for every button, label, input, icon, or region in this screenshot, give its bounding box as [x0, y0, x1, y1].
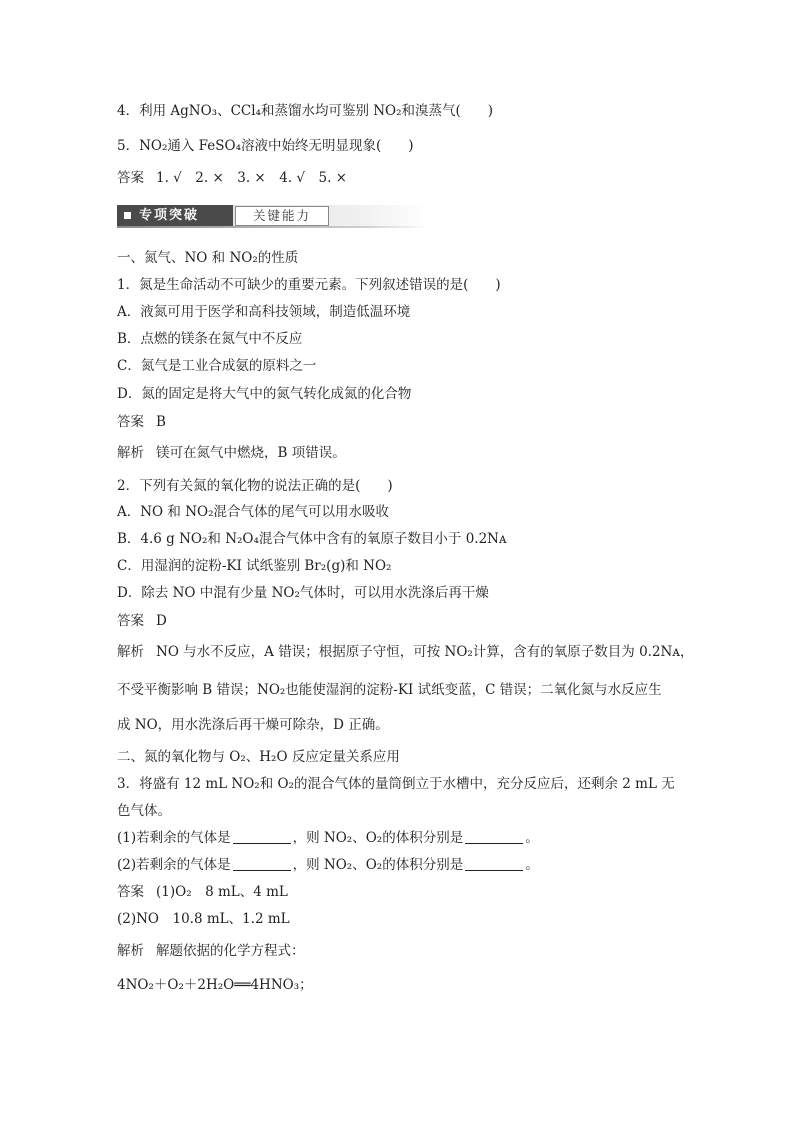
analysis-label: 解析 — [117, 644, 144, 660]
square-bullet-icon — [124, 212, 131, 219]
question-2-option-c: C．用湿润的淀粉-KI 试纸鉴别 Br₂(g)和 NO₂ — [117, 558, 392, 574]
analysis-text: NO 与水不反应，A 错误；根据原子守恒，可按 NO₂计算，含有的氧原子数目为 0.2Nᴀ， — [156, 644, 694, 660]
question-2-option-d: D．除去 NO 中混有少量 NO₂气体时，可以用水洗涤后再干燥 — [117, 585, 489, 601]
analysis-text: 解题依据的化学方程式： — [156, 943, 305, 959]
sub-question-text: ，则 NO₂、O₂的体积分别是 — [292, 857, 464, 873]
sub-question-text: 。 — [525, 830, 539, 846]
question-3-answer-line-1 — [117, 883, 288, 901]
question-5: 5．NO₂通入 FeSO₄溶液中始终无明显现象( ) — [117, 138, 414, 154]
question-2-option-a: A．NO 和 NO₂混合气体的尾气可以用水吸收 — [117, 504, 390, 520]
sub-question-text: ，则 NO₂、O₂的体积分别是 — [292, 830, 464, 846]
sub-question-text: (1)若剩余的气体是 — [117, 830, 231, 846]
question-1-option-d: D．氮的固定是将大气中的氮气转化成氮的化合物 — [117, 386, 412, 402]
sub-question-text: (2)若剩余的气体是 — [117, 857, 231, 873]
answer-label: 答案 — [117, 170, 144, 186]
answer-value: D — [156, 613, 167, 629]
banner-underline — [117, 226, 430, 228]
chemical-equation: 4NO₂＋O₂＋2H₂O══4HNO₃； — [117, 977, 313, 993]
question-1-option-b: B．点燃的镁条在氮气中不反应 — [117, 331, 303, 347]
question-1-answer — [117, 413, 166, 431]
question-4: 4．利用 AgNO₃、CCl₄和蒸馏水均可鉴别 NO₂和溴蒸气( ) — [117, 103, 494, 119]
question-3-sub-2 — [117, 856, 539, 874]
sub-question-text: 。 — [525, 857, 539, 873]
answer-blank — [465, 831, 523, 844]
analysis-label: 解析 — [117, 445, 144, 461]
section-1-heading: 一、氮气、NO 和 NO₂的性质 — [117, 250, 299, 266]
banner-title: 专项突破 — [139, 208, 200, 223]
banner-title-block — [117, 205, 233, 226]
question-3-analysis — [117, 942, 305, 960]
section-banner — [117, 205, 430, 229]
question-3-sub-1 — [117, 829, 539, 847]
question-3-stem-line-1: 3．将盛有 12 mL NO₂和 O₂的混合气体的量筒倒立于水槽中，充分反应后，还剩余 2 mL 无 — [117, 776, 675, 792]
answer-value: (1)O₂ 8 mL、4 mL — [156, 884, 288, 900]
analysis-text: 镁可在氮气中燃烧，B 项错误。 — [156, 445, 346, 461]
question-2-option-b: B．4.6 g NO₂和 N₂O₄混合气体中含有的氧原子数目小于 0.2Nᴀ — [117, 531, 507, 547]
question-1-analysis — [117, 444, 346, 462]
question-1-stem: 1．氮是生命活动不可缺少的重要元素。下列叙述错误的是( ) — [117, 277, 501, 293]
answer-text: 1. √ 2. × 3. × 4. √ 5. × — [156, 170, 347, 186]
answer-label: 答案 — [117, 414, 144, 430]
question-1-option-a: A．液氮可用于医学和高科技领域，制造低温环境 — [117, 304, 411, 320]
section-2-heading: 二、氮的氧化物与 O₂、H₂O 反应定量关系应用 — [117, 749, 400, 765]
question-2-stem: 2．下列有关氮的氧化物的说法正确的是( ) — [117, 478, 393, 494]
answer-blank — [465, 858, 523, 871]
answer-blank — [233, 831, 291, 844]
question-3-stem-line-2: 色气体。 — [117, 803, 171, 819]
question-2-analysis-line-1 — [117, 643, 694, 661]
banner-tab: 关键能力 — [235, 206, 329, 226]
question-3-answer-line-2: (2)NO 10.8 mL、1.2 mL — [117, 911, 290, 927]
question-2-analysis-line-2: 不受平衡影响 B 错误；NO₂也能使湿润的淀粉-KI 试纸变蓝，C 错误；二氧化氮与水反应生 — [117, 682, 662, 698]
question-1-option-c: C．氮气是工业合成氨的原料之一 — [117, 358, 317, 374]
question-2-answer — [117, 612, 167, 630]
question-2-analysis-line-3: 成 NO，用水洗涤后再干燥可除杂，D 正确。 — [117, 717, 389, 733]
analysis-label: 解析 — [117, 943, 144, 959]
answer-value: B — [156, 414, 166, 430]
answer-blank — [233, 858, 291, 871]
answer-label: 答案 — [117, 884, 144, 900]
answer-row-top — [117, 169, 347, 187]
answer-label: 答案 — [117, 613, 144, 629]
